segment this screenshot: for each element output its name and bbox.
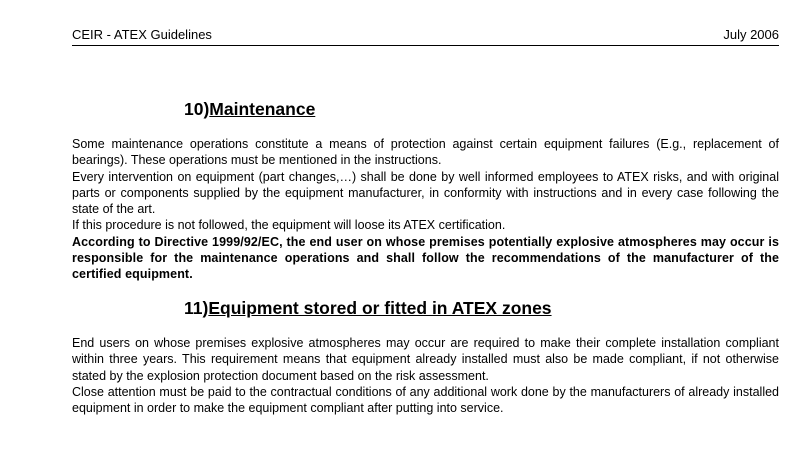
section-11-title: Equipment stored or fitted in ATEX zones	[208, 298, 552, 318]
page-header	[72, 27, 779, 46]
section-10-paragraph-3: If this procedure is not followed, the equipment will loose its ATEX certification.	[72, 218, 506, 233]
section-10-paragraph-2: Every intervention on equipment (part changes,…) shall be done by well informed employees to ATEX risks, and with original parts or components supplied by the equipment manufacturer, in conformity with instructions and in every case following the state of the art.	[72, 169, 779, 217]
section-10-title: Maintenance	[209, 99, 316, 119]
section-10-number: 10)	[184, 99, 210, 119]
section-10-paragraph-4: According to Directive 1999/92/EC, the end user on whose premises potentially explosive atmospheres may occur is responsible for the maintenance operations and shall follow the recommendations of the manufacturer of the certified equipment.	[72, 234, 779, 282]
header-document-title: CEIR - ATEX Guidelines	[72, 27, 212, 42]
section-11-number: 11)	[184, 298, 209, 318]
section-11-paragraph-1: End users on whose premises explosive atmospheres may occur are required to make their complete installation compliant within three years. This requirement means that equipment already installed must also be made compliant, if not otherwise stated by the explosion protection document based on the risk assessment.	[72, 336, 779, 383]
section-11-body	[72, 335, 779, 416]
section-10-paragraph-1: Some maintenance operations constitute a means of protection against certain equipment failures (E.g., replacement of bearings). These operations must be mentioned in the instructions.	[72, 137, 779, 168]
section-10-body	[72, 136, 779, 283]
section-11-heading	[184, 297, 552, 319]
header-date: July 2006	[723, 27, 779, 42]
section-10-heading	[184, 98, 315, 120]
section-11-paragraph-2: Close attention must be paid to the contractual conditions of any additional work done by the manufacturers of already installed equipment in order to make the equipment compliant after putting into service.	[72, 384, 779, 416]
